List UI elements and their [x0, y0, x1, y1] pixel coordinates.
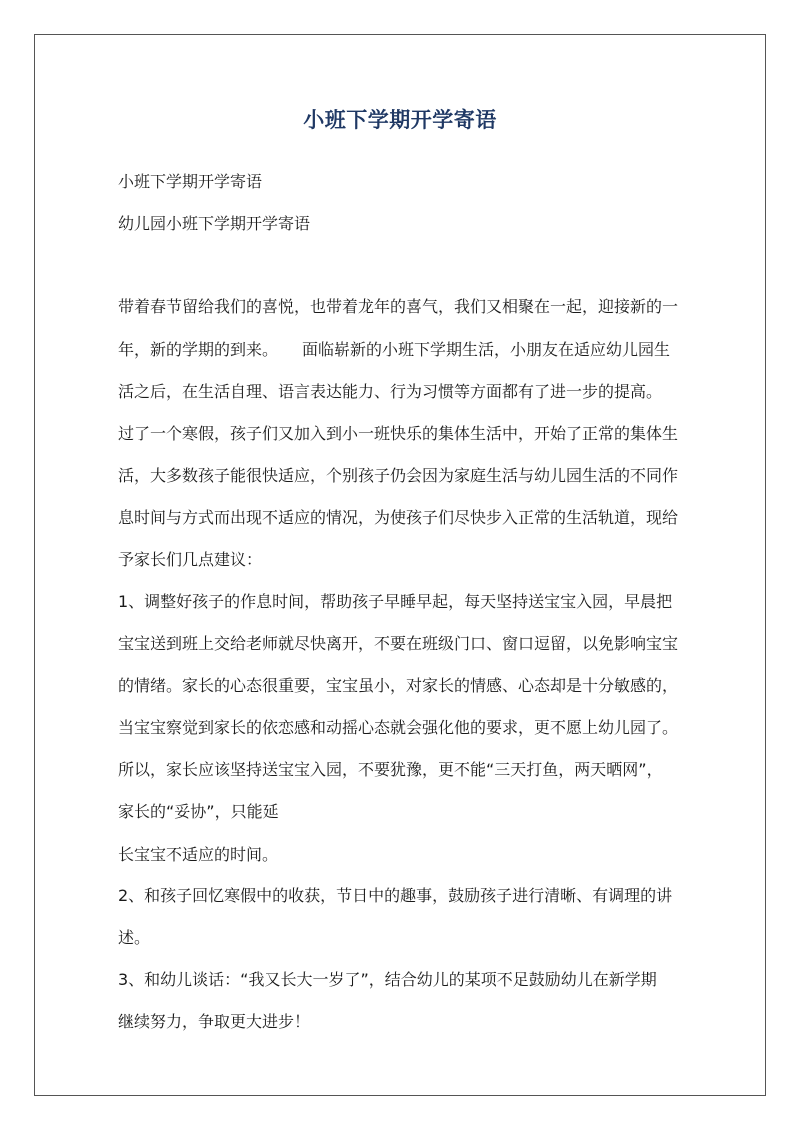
body-line: 带着春节留给我们的喜悦，也带着龙年的喜气，我们又相聚在一起，迎接新的一: [118, 297, 679, 316]
body-line: 所以，家长应该坚持送宝宝入园，不要犹豫，更不能“三天打鱼，两天晒网”，: [118, 760, 663, 779]
body-line: 宝宝送到班上交给老师就尽快离开，不要在班级门口、窗口逗留，以免影响宝宝: [118, 634, 679, 653]
subtitle-line: 幼儿园小班下学期开学寄语: [118, 214, 311, 233]
body-line: 活，大多数孩子能很快适应，个别孩子仍会因为家庭生活与幼儿园生活的不同作: [118, 466, 679, 485]
body-line: 家长的“妥协”，只能延: [118, 802, 279, 821]
body-line: 继续努力，争取更大进步！: [118, 1012, 311, 1031]
body-line: 1、调整好孩子的作息时间，帮助孩子早睡早起，每天坚持送宝宝入园，早晨把: [118, 592, 673, 611]
body-line: 予家长们几点建议：: [118, 550, 263, 569]
body-line: 活之后，在生活自理、语言表达能力、行为习惯等方面都有了进一步的提高。: [118, 382, 663, 401]
body-line: 当宝宝察觉到家长的依恋感和动摇心态就会强化他的要求，更不愿上幼儿园了。: [118, 718, 679, 737]
body-line: 年，新的学期的到来。 面临崭新的小班下学期生活，小朋友在适应幼儿园生: [118, 340, 671, 359]
body-line: 述。: [118, 928, 151, 947]
body-line: 的情绪。家长的心态很重要，宝宝虽小，对家长的情感、心态却是十分敏感的，: [118, 676, 679, 695]
body-line: 2、和孩子回忆寒假中的收获，节日中的趣事，鼓励孩子进行清晰、有调理的讲: [118, 886, 673, 905]
body-line: 3、和幼儿谈话：“我又长大一岁了”，结合幼儿的某项不足鼓励幼儿在新学期: [118, 970, 657, 989]
document-title: 小班下学期开学寄语: [303, 108, 497, 132]
body-line: 息时间与方式而出现不适应的情况，为使孩子们尽快步入正常的生活轨道，现给: [118, 508, 679, 527]
body-line: 长宝宝不适应的时间。: [118, 845, 279, 864]
body-line: 过了一个寒假，孩子们又加入到小一班快乐的集体生活中，开始了正常的集体生: [118, 424, 679, 443]
subtitle-line: 小班下学期开学寄语: [118, 172, 263, 191]
